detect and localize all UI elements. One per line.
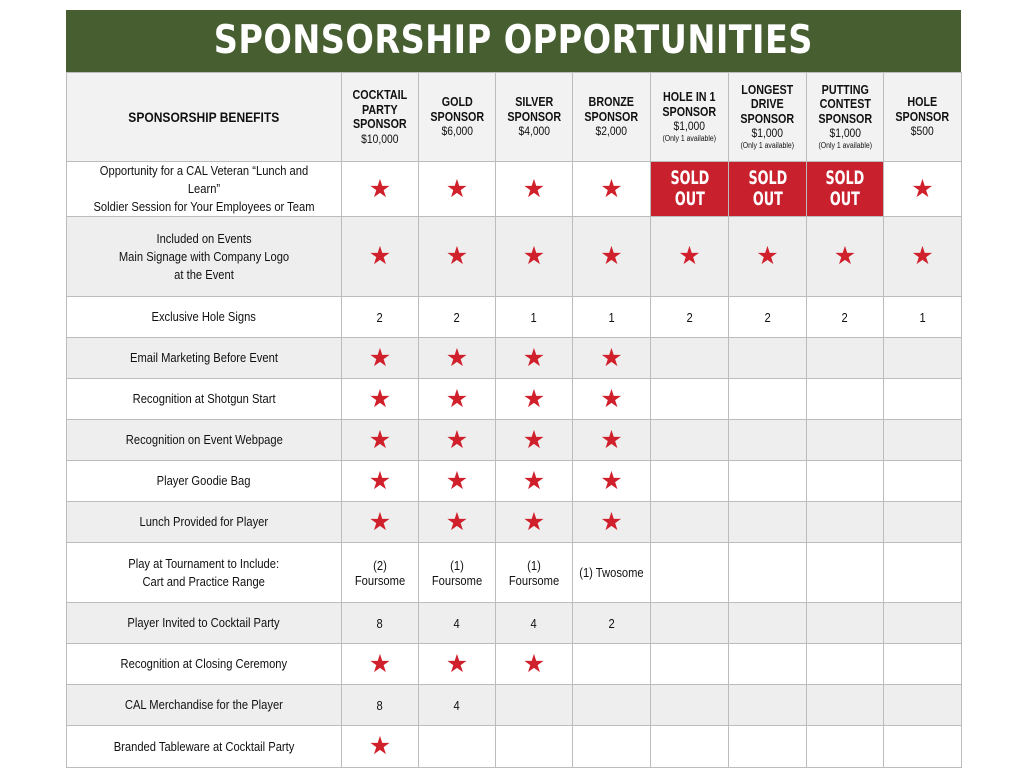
benefit-label-text bbox=[125, 431, 282, 449]
tier-name-line: SPONSOR bbox=[584, 109, 639, 124]
star-icon: ★ bbox=[522, 507, 546, 536]
benefit-label-line: Player Invited to Cocktail Party bbox=[127, 615, 281, 630]
benefits-header-label: SPONSORSHIP BENEFITS bbox=[128, 108, 280, 125]
benefit-label-line: Recognition at Closing Ceremony bbox=[120, 656, 288, 671]
benefit-cell bbox=[884, 217, 962, 297]
empty-cell bbox=[884, 603, 962, 644]
table-row bbox=[67, 217, 962, 297]
benefit-value-text: 8 bbox=[376, 697, 384, 713]
benefit-cell bbox=[419, 162, 496, 217]
empty-cell bbox=[651, 543, 729, 603]
benefit-value-text: 2 bbox=[764, 309, 771, 325]
benefit-cell bbox=[342, 502, 419, 543]
empty-cell bbox=[807, 603, 884, 644]
benefit-label bbox=[67, 338, 342, 379]
benefit-value-text: 8 bbox=[376, 615, 384, 631]
sold-out-word: SOLD bbox=[670, 167, 709, 189]
benefit-cell bbox=[573, 338, 651, 379]
empty-cell bbox=[729, 603, 807, 644]
tier-name-line: SPONSOR bbox=[818, 111, 872, 126]
star-icon: ★ bbox=[445, 242, 469, 270]
benefit-label bbox=[67, 502, 342, 543]
star-icon: ★ bbox=[522, 384, 546, 413]
benefit-value bbox=[342, 685, 419, 726]
empty-cell bbox=[729, 338, 807, 379]
empty-cell bbox=[729, 543, 807, 603]
benefit-label bbox=[67, 297, 342, 338]
tier-header-silver-sponsor bbox=[496, 73, 573, 162]
sold-out-badge bbox=[807, 162, 884, 217]
benefit-value-text: 2 bbox=[376, 309, 384, 325]
benefit-label bbox=[67, 726, 342, 768]
benefit-value bbox=[729, 297, 807, 338]
empty-cell bbox=[651, 338, 729, 379]
sponsorship-table bbox=[66, 72, 962, 768]
tier-name-line: SILVER bbox=[514, 95, 554, 110]
benefit-label-line: Branded Tableware at Cocktail Party bbox=[113, 738, 295, 754]
tier-price: $1,000 bbox=[829, 126, 861, 141]
empty-cell bbox=[573, 685, 651, 726]
benefit-cell bbox=[419, 338, 496, 379]
tier-name-line: HOLE bbox=[907, 95, 938, 110]
benefit-cell bbox=[496, 217, 573, 297]
benefit-cell bbox=[342, 420, 419, 461]
star-icon: ★ bbox=[368, 343, 392, 372]
benefit-cell bbox=[496, 420, 573, 461]
benefit-label bbox=[67, 543, 342, 603]
tier-availability-note: (Only 1 available) bbox=[740, 140, 795, 150]
benefit-label-text bbox=[125, 696, 283, 714]
benefit-value bbox=[573, 603, 651, 644]
benefit-value bbox=[884, 297, 962, 338]
tier-header-cocktail-party-sponsor bbox=[342, 73, 419, 162]
table-row bbox=[67, 461, 962, 502]
empty-cell bbox=[651, 502, 729, 543]
benefit-cell bbox=[573, 379, 651, 420]
tier-name-line: COCKTAIL bbox=[352, 88, 408, 102]
benefit-value-text: (1) Foursome bbox=[508, 557, 560, 588]
benefit-label-line: Email Marketing Before Event bbox=[130, 350, 278, 365]
benefit-label-line: Cart and Practice Range bbox=[142, 573, 266, 589]
tier-header-text bbox=[818, 83, 872, 151]
benefit-label-text bbox=[133, 390, 276, 408]
star-icon: ★ bbox=[522, 343, 546, 372]
star-icon: ★ bbox=[756, 242, 779, 270]
benefit-label-text bbox=[129, 555, 280, 591]
star-icon: ★ bbox=[445, 466, 469, 495]
empty-cell bbox=[729, 379, 807, 420]
benefit-label-line: Recognition on Event Webpage bbox=[125, 432, 283, 447]
page-title: SPONSORSHIP OPPORTUNITIES bbox=[66, 10, 961, 72]
star-icon: ★ bbox=[368, 507, 392, 536]
benefit-cell bbox=[342, 162, 419, 217]
benefit-value-text: 4 bbox=[530, 615, 538, 631]
benefit-cell bbox=[573, 420, 651, 461]
tier-name-line: SPONSOR bbox=[895, 109, 950, 124]
star-icon: ★ bbox=[522, 425, 546, 454]
benefit-label-line: Exclusive Hole Signs bbox=[151, 309, 257, 324]
empty-cell bbox=[807, 644, 884, 685]
tier-name-line: SPONSOR bbox=[507, 109, 561, 124]
star-icon: ★ bbox=[445, 174, 469, 203]
benefit-cell bbox=[651, 217, 729, 297]
empty-cell bbox=[884, 461, 962, 502]
empty-cell bbox=[884, 644, 962, 685]
star-icon: ★ bbox=[833, 242, 857, 270]
benefit-label bbox=[67, 644, 342, 685]
benefit-label-line: Included on Events bbox=[156, 230, 252, 246]
sold-out-word: OUT bbox=[674, 188, 705, 210]
table-row bbox=[67, 162, 962, 217]
benefit-cell bbox=[342, 726, 419, 768]
empty-cell bbox=[884, 338, 962, 379]
table-row bbox=[67, 644, 962, 685]
benefit-value-text: (1) Twosome bbox=[579, 565, 644, 580]
benefit-cell bbox=[419, 644, 496, 685]
star-icon: ★ bbox=[911, 174, 934, 203]
benefit-label-line: Player Goodie Bag bbox=[157, 473, 251, 488]
benefit-cell bbox=[729, 217, 807, 297]
benefit-label bbox=[67, 162, 342, 217]
empty-cell bbox=[807, 379, 884, 420]
benefit-value bbox=[419, 297, 496, 338]
tier-header-text bbox=[353, 88, 408, 146]
table-row bbox=[67, 338, 962, 379]
benefit-label-text bbox=[90, 162, 319, 216]
benefit-value bbox=[651, 297, 729, 338]
table-row bbox=[67, 379, 962, 420]
benefit-label-text bbox=[130, 349, 278, 367]
table-row bbox=[67, 726, 962, 768]
tier-price: $1,000 bbox=[751, 126, 784, 141]
sold-out-badge bbox=[729, 162, 807, 217]
table-row bbox=[67, 543, 962, 603]
star-icon: ★ bbox=[600, 384, 623, 413]
star-icon: ★ bbox=[368, 425, 392, 454]
benefit-cell bbox=[573, 461, 651, 502]
benefit-value-text: 1 bbox=[530, 309, 538, 325]
star-icon: ★ bbox=[368, 174, 392, 203]
tier-name-line: SPONSOR bbox=[430, 109, 484, 124]
tier-price: $500 bbox=[911, 124, 934, 139]
benefit-value-text: 2 bbox=[608, 615, 615, 631]
benefit-cell bbox=[342, 217, 419, 297]
benefit-value bbox=[573, 297, 651, 338]
benefit-value-text: (1) Foursome bbox=[431, 557, 483, 588]
empty-cell bbox=[729, 685, 807, 726]
table-row bbox=[67, 297, 962, 338]
star-icon: ★ bbox=[600, 343, 623, 372]
benefit-cell bbox=[419, 461, 496, 502]
empty-cell bbox=[729, 461, 807, 502]
empty-cell bbox=[884, 420, 962, 461]
empty-cell bbox=[651, 420, 729, 461]
sponsorship-sheet bbox=[66, 10, 961, 768]
benefit-label-text bbox=[119, 230, 289, 284]
tier-name-line: BRONZE bbox=[588, 95, 635, 110]
empty-cell bbox=[651, 685, 729, 726]
sold-out-word: OUT bbox=[752, 188, 783, 210]
benefit-label bbox=[67, 217, 342, 297]
empty-cell bbox=[807, 726, 884, 768]
sold-out-label bbox=[821, 168, 868, 210]
benefit-cell bbox=[496, 338, 573, 379]
benefit-label-line: Play at Tournament to Include: bbox=[128, 555, 280, 571]
tier-header-hole-sponsor bbox=[884, 73, 962, 162]
benefit-cell bbox=[496, 461, 573, 502]
benefit-value bbox=[419, 543, 496, 603]
empty-cell bbox=[807, 502, 884, 543]
benefit-label-line: Lunch Provided for Player bbox=[139, 514, 269, 529]
empty-cell bbox=[729, 502, 807, 543]
sold-out-badge bbox=[651, 162, 729, 217]
tier-name-line: GOLD bbox=[441, 95, 473, 110]
benefit-value bbox=[496, 543, 573, 603]
star-icon: ★ bbox=[368, 732, 392, 760]
tier-header-text bbox=[507, 95, 561, 139]
star-icon: ★ bbox=[445, 649, 469, 678]
sold-out-word: OUT bbox=[830, 188, 860, 210]
empty-cell bbox=[807, 685, 884, 726]
benefit-label-text bbox=[140, 513, 269, 531]
empty-cell bbox=[496, 685, 573, 726]
tier-header-text bbox=[430, 95, 484, 139]
benefit-label-text bbox=[157, 472, 251, 490]
benefit-label-line: at the Event bbox=[174, 266, 234, 282]
benefit-label-text bbox=[128, 614, 280, 632]
empty-cell bbox=[807, 338, 884, 379]
benefit-value bbox=[342, 297, 419, 338]
benefit-label bbox=[67, 379, 342, 420]
benefit-value bbox=[342, 543, 419, 603]
star-icon: ★ bbox=[600, 242, 623, 270]
table-row bbox=[67, 502, 962, 543]
tier-name-line: DRIVE bbox=[751, 97, 784, 112]
tier-name-line: PUTTING bbox=[821, 82, 869, 97]
empty-cell bbox=[651, 726, 729, 768]
star-icon: ★ bbox=[600, 174, 623, 203]
star-icon: ★ bbox=[911, 242, 934, 270]
benefit-label-line: Recognition at Shotgun Start bbox=[132, 391, 276, 406]
star-icon: ★ bbox=[445, 343, 469, 372]
star-icon: ★ bbox=[368, 649, 392, 678]
empty-cell bbox=[496, 726, 573, 768]
benefit-label bbox=[67, 420, 342, 461]
tier-price: $2,000 bbox=[595, 124, 628, 139]
star-icon: ★ bbox=[445, 384, 469, 413]
benefit-label-line: CAL Merchandise for the Player bbox=[124, 697, 284, 712]
empty-cell bbox=[729, 420, 807, 461]
star-icon: ★ bbox=[600, 425, 623, 454]
benefit-value-text: 1 bbox=[919, 309, 926, 325]
empty-cell bbox=[884, 726, 962, 768]
star-icon: ★ bbox=[600, 507, 623, 536]
benefit-cell bbox=[342, 338, 419, 379]
benefit-cell bbox=[496, 379, 573, 420]
tier-price: $1,000 bbox=[673, 119, 706, 133]
star-icon: ★ bbox=[368, 384, 392, 413]
empty-cell bbox=[651, 461, 729, 502]
star-icon: ★ bbox=[522, 242, 546, 270]
empty-cell bbox=[419, 726, 496, 768]
benefit-cell bbox=[496, 502, 573, 543]
benefit-label-line: Main Signage with Company Logo bbox=[118, 248, 290, 264]
sold-out-word: SOLD bbox=[748, 167, 787, 189]
benefit-cell bbox=[573, 502, 651, 543]
tier-name-line: CONTEST bbox=[819, 97, 871, 112]
tier-header-putting-contest-sponsor bbox=[807, 73, 884, 162]
empty-cell bbox=[573, 644, 651, 685]
benefit-label-line: Opportunity for a CAL Veteran “Lunch and Learn” bbox=[99, 163, 309, 196]
benefit-value-text: 4 bbox=[453, 697, 461, 713]
tier-header-text bbox=[663, 90, 717, 144]
empty-cell bbox=[884, 543, 962, 603]
benefit-cell bbox=[419, 502, 496, 543]
tier-name-line: HOLE IN 1 bbox=[663, 90, 716, 104]
benefit-value-text: 2 bbox=[686, 309, 693, 325]
benefits-header bbox=[67, 73, 342, 162]
table-row bbox=[67, 603, 962, 644]
empty-cell bbox=[884, 685, 962, 726]
sold-out-word: SOLD bbox=[825, 167, 865, 189]
empty-cell bbox=[651, 644, 729, 685]
benefit-cell bbox=[884, 162, 962, 217]
star-icon: ★ bbox=[522, 466, 546, 495]
benefit-value-text: (2) Foursome bbox=[354, 557, 406, 588]
tier-availability-note: (Only 1 available) bbox=[662, 133, 717, 143]
tier-availability-note: (Only 1 available) bbox=[818, 140, 872, 150]
empty-cell bbox=[807, 420, 884, 461]
empty-cell bbox=[729, 726, 807, 768]
tier-price: $4,000 bbox=[518, 124, 550, 139]
tier-price: $10,000 bbox=[361, 131, 399, 146]
benefit-cell bbox=[807, 217, 884, 297]
sold-out-label bbox=[666, 168, 713, 210]
tier-header-text bbox=[585, 95, 639, 139]
tier-name-line: LONGEST bbox=[741, 82, 794, 97]
empty-cell bbox=[807, 461, 884, 502]
benefit-value-text: 4 bbox=[453, 615, 461, 631]
benefit-value-text: 1 bbox=[608, 309, 615, 325]
benefit-label-text bbox=[121, 655, 288, 673]
benefit-cell bbox=[573, 217, 651, 297]
benefit-label bbox=[67, 603, 342, 644]
tier-name-line: PARTY bbox=[362, 102, 398, 117]
benefit-label-text bbox=[114, 738, 295, 756]
star-icon: ★ bbox=[678, 242, 701, 270]
empty-cell bbox=[884, 379, 962, 420]
tier-name-line: SPONSOR bbox=[740, 111, 795, 126]
star-icon: ★ bbox=[445, 507, 469, 536]
empty-cell bbox=[884, 502, 962, 543]
benefit-cell bbox=[419, 217, 496, 297]
empty-cell bbox=[651, 603, 729, 644]
benefit-cell bbox=[342, 644, 419, 685]
benefit-cell bbox=[342, 379, 419, 420]
tier-name-line: SPONSOR bbox=[353, 117, 407, 131]
benefit-value-text: 2 bbox=[841, 309, 849, 325]
star-icon: ★ bbox=[600, 466, 623, 495]
tier-header-hole-in-1-sponsor bbox=[651, 73, 729, 162]
benefit-label bbox=[67, 685, 342, 726]
benefit-label-line: Soldier Session for Your Employees or Team bbox=[93, 199, 315, 214]
benefit-cell bbox=[573, 162, 651, 217]
benefit-value-text: 2 bbox=[453, 309, 461, 325]
benefit-value bbox=[419, 603, 496, 644]
benefit-cell bbox=[419, 379, 496, 420]
tier-header-bronze-sponsor bbox=[573, 73, 651, 162]
star-icon: ★ bbox=[368, 242, 392, 270]
sold-out-label bbox=[744, 168, 791, 210]
benefit-cell bbox=[342, 461, 419, 502]
tier-header-gold-sponsor bbox=[419, 73, 496, 162]
benefit-cell bbox=[496, 162, 573, 217]
tier-name-line: SPONSOR bbox=[662, 104, 717, 119]
empty-cell bbox=[573, 726, 651, 768]
benefit-label-text bbox=[152, 308, 256, 326]
empty-cell bbox=[729, 644, 807, 685]
empty-cell bbox=[807, 543, 884, 603]
benefit-value bbox=[419, 685, 496, 726]
tier-header-text bbox=[896, 95, 950, 139]
star-icon: ★ bbox=[522, 649, 546, 678]
benefit-cell bbox=[419, 420, 496, 461]
benefit-label bbox=[67, 461, 342, 502]
tier-price: $6,000 bbox=[441, 124, 473, 139]
benefit-value bbox=[496, 603, 573, 644]
benefit-value bbox=[496, 297, 573, 338]
benefit-value bbox=[342, 603, 419, 644]
benefit-cell bbox=[496, 644, 573, 685]
tier-header-text bbox=[741, 83, 795, 151]
star-icon: ★ bbox=[445, 425, 469, 454]
table-row bbox=[67, 685, 962, 726]
empty-cell bbox=[651, 379, 729, 420]
benefit-value bbox=[573, 543, 651, 603]
star-icon: ★ bbox=[368, 466, 392, 495]
tier-header-longest-drive-sponsor bbox=[729, 73, 807, 162]
header-row bbox=[67, 73, 962, 162]
benefit-value bbox=[807, 297, 884, 338]
table-row bbox=[67, 420, 962, 461]
star-icon: ★ bbox=[522, 174, 546, 203]
